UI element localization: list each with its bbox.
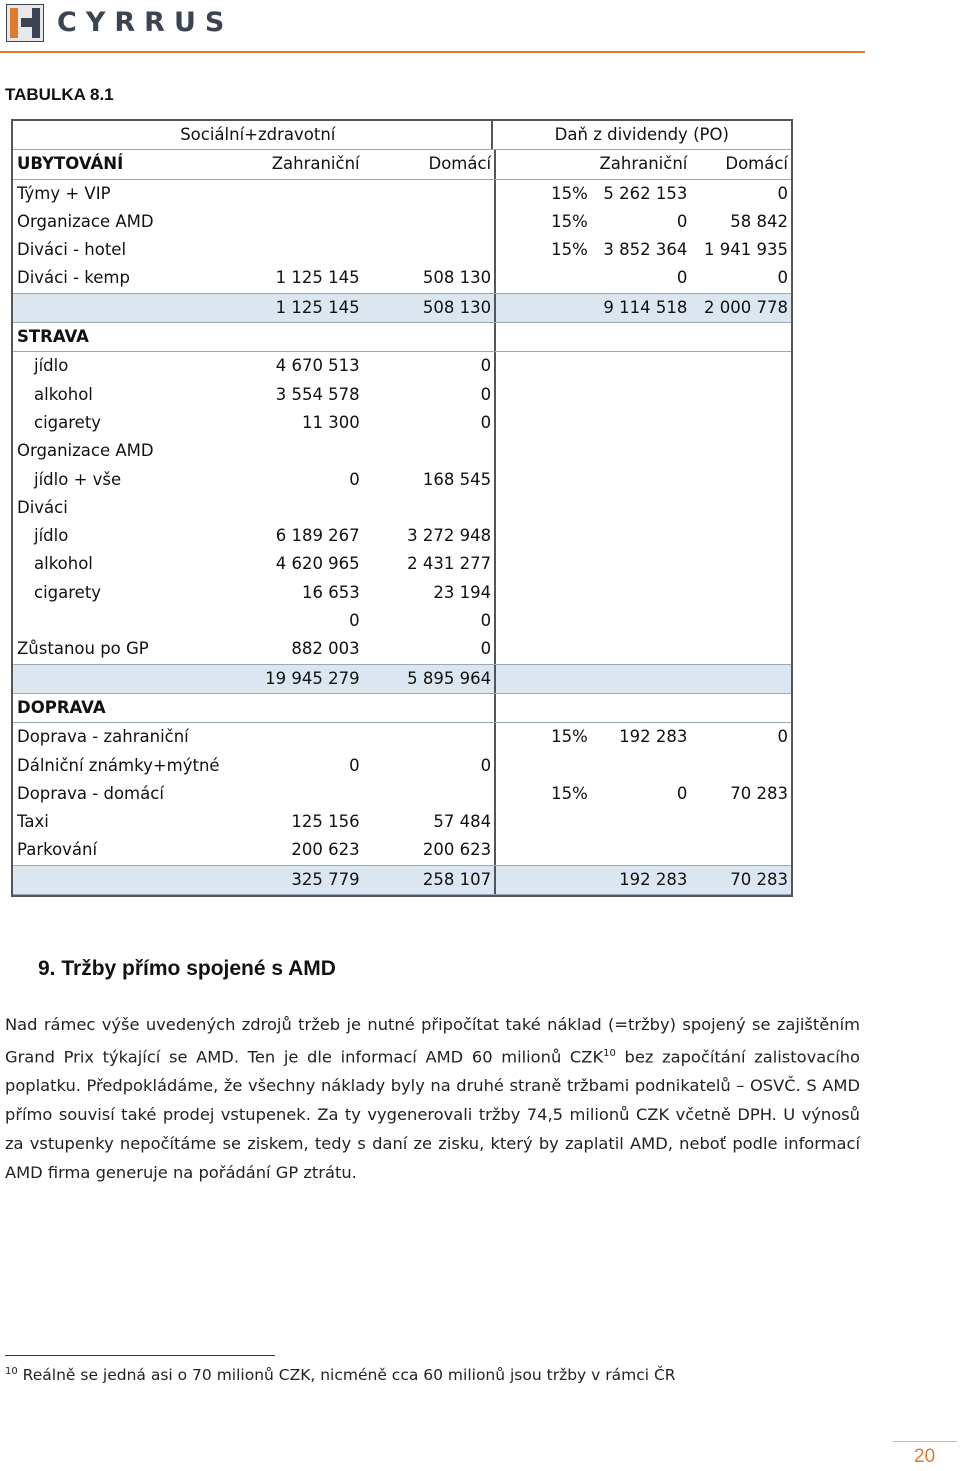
section-title: 9. Tržby přímo spojené s AMD xyxy=(38,957,336,980)
table-cell xyxy=(496,466,591,494)
table-cell: 3 554 578 xyxy=(275,384,360,404)
table-cell xyxy=(591,579,691,607)
table-cell xyxy=(690,522,791,550)
table-row xyxy=(13,836,791,864)
table-cell xyxy=(362,494,496,522)
table-cell: 15% xyxy=(551,211,588,231)
table-cell: 0 xyxy=(777,183,788,203)
table-cell: 1 125 145 xyxy=(275,297,360,317)
row-label: UBYTOVÁNÍ xyxy=(17,154,124,174)
page-number: 20 xyxy=(914,1446,936,1467)
table-cell xyxy=(496,836,591,864)
row-label: Parkování xyxy=(17,840,98,860)
table-row xyxy=(13,494,791,522)
table-cell xyxy=(496,866,591,894)
footnote-divider xyxy=(5,1355,275,1356)
table-cell: 200 623 xyxy=(362,836,496,864)
row-label xyxy=(13,294,246,322)
table-cell xyxy=(362,323,496,351)
table-cell xyxy=(246,723,362,751)
table-cell: 2 000 778 xyxy=(704,297,788,317)
table-cell xyxy=(496,323,591,351)
table-cell: 125 156 xyxy=(291,812,360,832)
table-cell xyxy=(690,381,791,409)
table-cell xyxy=(690,635,791,663)
footnote-text: Reálně se jedná asi o 70 milionů CZK, nicméně cca 60 milionů jsou tržby v rámci ČR xyxy=(17,1366,676,1385)
table-row xyxy=(13,808,791,836)
table-cell xyxy=(496,522,591,550)
subheader-cell xyxy=(496,150,591,178)
table-cell xyxy=(496,635,591,663)
table-cell: 882 003 xyxy=(291,639,360,659)
table-cell xyxy=(246,180,362,208)
table-cell: 168 545 xyxy=(362,466,496,494)
table-cell: 15% xyxy=(551,727,588,747)
table-cell xyxy=(496,694,591,722)
table-cell xyxy=(690,808,791,836)
table-cell: 0 xyxy=(676,783,688,803)
table-row xyxy=(13,607,791,635)
table-cell xyxy=(591,836,691,864)
table-row xyxy=(13,293,791,323)
paragraph-text: bez započítání zalistovacího poplatku. Předpokládáme, že všechny náklady byly na druhé straně tržbami podnikatelů – OSVČ. S AMD přímo souvisí také prodej vstupenek. Za ty vygenerovali tržby 74,5 milionů CZK včetně DPH. U výnosů za vstupenky nepočítáme se ziskem, tedy s daní ze zisku, který by zaplatil AMD, neboť podle informací AMD firma generuje na pořádání GP ztrátu. xyxy=(5,1047,860,1183)
group-header-dividend: Daň z dividendy (PO) xyxy=(554,125,729,144)
table-row xyxy=(13,664,791,694)
table-cell: 0 xyxy=(777,727,788,747)
row-label: jídlo + vše xyxy=(34,469,122,489)
table-cell xyxy=(246,780,362,808)
table-cell: 508 130 xyxy=(362,294,496,322)
row-label: Taxi xyxy=(17,812,49,832)
table-cell xyxy=(496,550,591,578)
row-label: Týmy + VIP xyxy=(17,183,111,203)
table-caption: TABULKA 8.1 xyxy=(5,85,114,104)
table-row xyxy=(13,752,791,780)
table-row xyxy=(13,694,791,723)
table-cell xyxy=(362,236,496,264)
table-cell: 0 xyxy=(362,752,496,780)
table-cell: 57 484 xyxy=(362,808,496,836)
table-cell: 15% xyxy=(551,783,588,803)
table-cell xyxy=(246,323,362,351)
table-cell xyxy=(591,635,691,663)
subheader-cell: Zahraniční xyxy=(599,154,688,174)
table-group-header-row xyxy=(13,121,791,150)
table-cell xyxy=(690,466,791,494)
table-cell: 5 895 964 xyxy=(362,665,496,693)
table-cell xyxy=(362,180,496,208)
table-cell: 2 431 277 xyxy=(362,550,496,578)
table-row xyxy=(13,409,791,437)
table-cell xyxy=(690,437,791,465)
table-cell xyxy=(690,579,791,607)
table-cell: 0 xyxy=(349,469,360,489)
subheader-cell: Zahraniční xyxy=(271,154,360,174)
table-cell: 15% xyxy=(551,183,588,203)
table-cell xyxy=(496,607,591,635)
table-row xyxy=(13,352,791,380)
table-cell: 0 xyxy=(676,268,688,288)
table-cell xyxy=(496,352,591,380)
logo-wordmark: CYRRUS xyxy=(57,7,234,38)
table-row xyxy=(13,522,791,550)
header-divider xyxy=(0,51,865,53)
table-cell xyxy=(690,752,791,780)
table-subheader-row xyxy=(13,150,791,179)
row-label: Doprava - domácí xyxy=(17,783,164,803)
table-cell xyxy=(496,808,591,836)
table-row xyxy=(13,264,791,292)
row-label: Diváci xyxy=(17,497,68,517)
group-header-social: Sociální+zdravotní xyxy=(13,121,493,149)
table-cell: 0 xyxy=(777,268,788,288)
cost-table xyxy=(11,119,793,897)
table-cell xyxy=(496,494,591,522)
table-cell: 0 xyxy=(362,607,496,635)
table-cell xyxy=(690,550,791,578)
table-cell xyxy=(690,323,791,351)
table-cell xyxy=(591,352,691,380)
table-cell: 0 xyxy=(362,409,496,437)
table-cell xyxy=(690,409,791,437)
page-number-divider xyxy=(893,1441,957,1442)
table-cell xyxy=(591,607,691,635)
table-cell: 4 620 965 xyxy=(275,554,360,574)
table-cell xyxy=(591,437,691,465)
table-cell: 3 852 364 xyxy=(603,240,688,260)
table-cell xyxy=(591,381,691,409)
table-cell xyxy=(496,579,591,607)
row-label xyxy=(13,866,246,894)
table-cell xyxy=(690,494,791,522)
table-cell: 1 941 935 xyxy=(704,240,788,260)
table-cell xyxy=(591,694,691,722)
table-row xyxy=(13,865,791,895)
table-cell: 58 842 xyxy=(730,211,788,231)
table-row xyxy=(13,381,791,409)
table-row xyxy=(13,723,791,751)
table-cell xyxy=(496,437,591,465)
row-label: Doprava - zahraniční xyxy=(17,727,189,747)
table-cell: 15% xyxy=(551,240,588,260)
footnote-number: 10 xyxy=(5,1366,18,1377)
table-cell xyxy=(496,409,591,437)
row-label: STRAVA xyxy=(17,327,89,347)
table-cell xyxy=(591,494,691,522)
table-cell: 0 xyxy=(349,611,360,631)
row-label: alkohol xyxy=(34,384,93,404)
table-row xyxy=(13,780,791,808)
table-cell xyxy=(591,550,691,578)
table-cell: 192 283 xyxy=(619,869,688,889)
table-cell xyxy=(591,808,691,836)
row-label: alkohol xyxy=(34,554,93,574)
table-body xyxy=(13,180,791,895)
row-label: Diváci - hotel xyxy=(17,240,127,260)
table-cell xyxy=(496,665,591,693)
table-cell xyxy=(591,323,691,351)
table-cell: 11 300 xyxy=(301,412,360,432)
row-label xyxy=(13,607,246,635)
table-cell xyxy=(496,294,591,322)
table-cell xyxy=(690,607,791,635)
table-cell xyxy=(246,494,362,522)
table-row xyxy=(13,579,791,607)
table-cell xyxy=(690,665,791,693)
table-cell: 70 283 xyxy=(730,783,788,803)
table-cell xyxy=(246,694,362,722)
footnote xyxy=(5,1366,676,1384)
table-cell xyxy=(246,208,362,236)
table-cell xyxy=(690,836,791,864)
row-label: jídlo xyxy=(34,526,69,546)
footnote-ref: 10 xyxy=(603,1048,616,1059)
table-cell xyxy=(362,208,496,236)
row-label: Organizace AMD xyxy=(17,441,154,461)
subheader-cell: Domácí xyxy=(362,150,496,178)
table-row xyxy=(13,180,791,208)
table-cell: 9 114 518 xyxy=(603,297,688,317)
table-cell: 325 779 xyxy=(291,869,360,889)
table-cell xyxy=(496,264,591,292)
table-cell xyxy=(362,780,496,808)
table-cell xyxy=(246,236,362,264)
row-label xyxy=(13,665,246,693)
table-row xyxy=(13,236,791,264)
table-cell xyxy=(591,752,691,780)
table-cell: 192 283 xyxy=(619,727,688,747)
row-label: cigarety xyxy=(34,582,102,602)
cyrrus-logo-icon xyxy=(6,4,44,42)
table-cell: 508 130 xyxy=(362,264,496,292)
page-header xyxy=(0,0,865,60)
table-cell: 0 xyxy=(362,352,496,380)
table-row xyxy=(13,635,791,663)
table-cell xyxy=(496,752,591,780)
table-cell xyxy=(362,437,496,465)
row-label: Dálniční známky+mýtné xyxy=(17,755,220,775)
table-cell xyxy=(496,381,591,409)
table-cell: 5 262 153 xyxy=(603,183,688,203)
table-row xyxy=(13,466,791,494)
table-row xyxy=(13,208,791,236)
table-cell xyxy=(591,466,691,494)
table-row xyxy=(13,323,791,352)
table-cell: 16 653 xyxy=(301,582,360,602)
row-label: Organizace AMD xyxy=(17,211,154,231)
table-cell xyxy=(362,694,496,722)
table-cell: 0 xyxy=(676,211,688,231)
table-cell: 0 xyxy=(349,755,360,775)
table-cell: 23 194 xyxy=(362,579,496,607)
table-cell: 1 125 145 xyxy=(275,268,360,288)
table-row xyxy=(13,437,791,465)
table-cell xyxy=(362,723,496,751)
table-cell xyxy=(591,409,691,437)
table-cell: 258 107 xyxy=(362,866,496,894)
table-cell: 6 189 267 xyxy=(275,526,360,546)
table-row xyxy=(13,550,791,578)
table-cell xyxy=(591,522,691,550)
paragraph-text: Nad rámec výše uvedených zdrojů tržeb je nutné připočítat také náklad (=tržby) spojený se zajištěním Grand Prix týkající se AMD. Ten je dle informací AMD 60 milionů CZK xyxy=(5,1015,860,1067)
table-cell xyxy=(690,694,791,722)
subheader-cell: Domácí xyxy=(725,154,788,174)
table-cell: 70 283 xyxy=(730,869,788,889)
table-cell xyxy=(246,437,362,465)
row-label: cigarety xyxy=(34,412,102,432)
row-label: Zůstanou po GP xyxy=(17,639,149,659)
row-label: jídlo xyxy=(34,356,69,376)
table-cell: 0 xyxy=(362,635,496,663)
table-cell: 3 272 948 xyxy=(362,522,496,550)
section-paragraph xyxy=(5,1010,860,1187)
table-cell: 200 623 xyxy=(291,840,360,860)
table-cell: 4 670 513 xyxy=(275,356,360,376)
row-label: Diváci - kemp xyxy=(17,268,130,288)
table-cell xyxy=(690,352,791,380)
table-cell: 19 945 279 xyxy=(265,668,360,688)
table-cell xyxy=(591,665,691,693)
row-label: DOPRAVA xyxy=(17,697,106,717)
table-cell: 0 xyxy=(362,381,496,409)
